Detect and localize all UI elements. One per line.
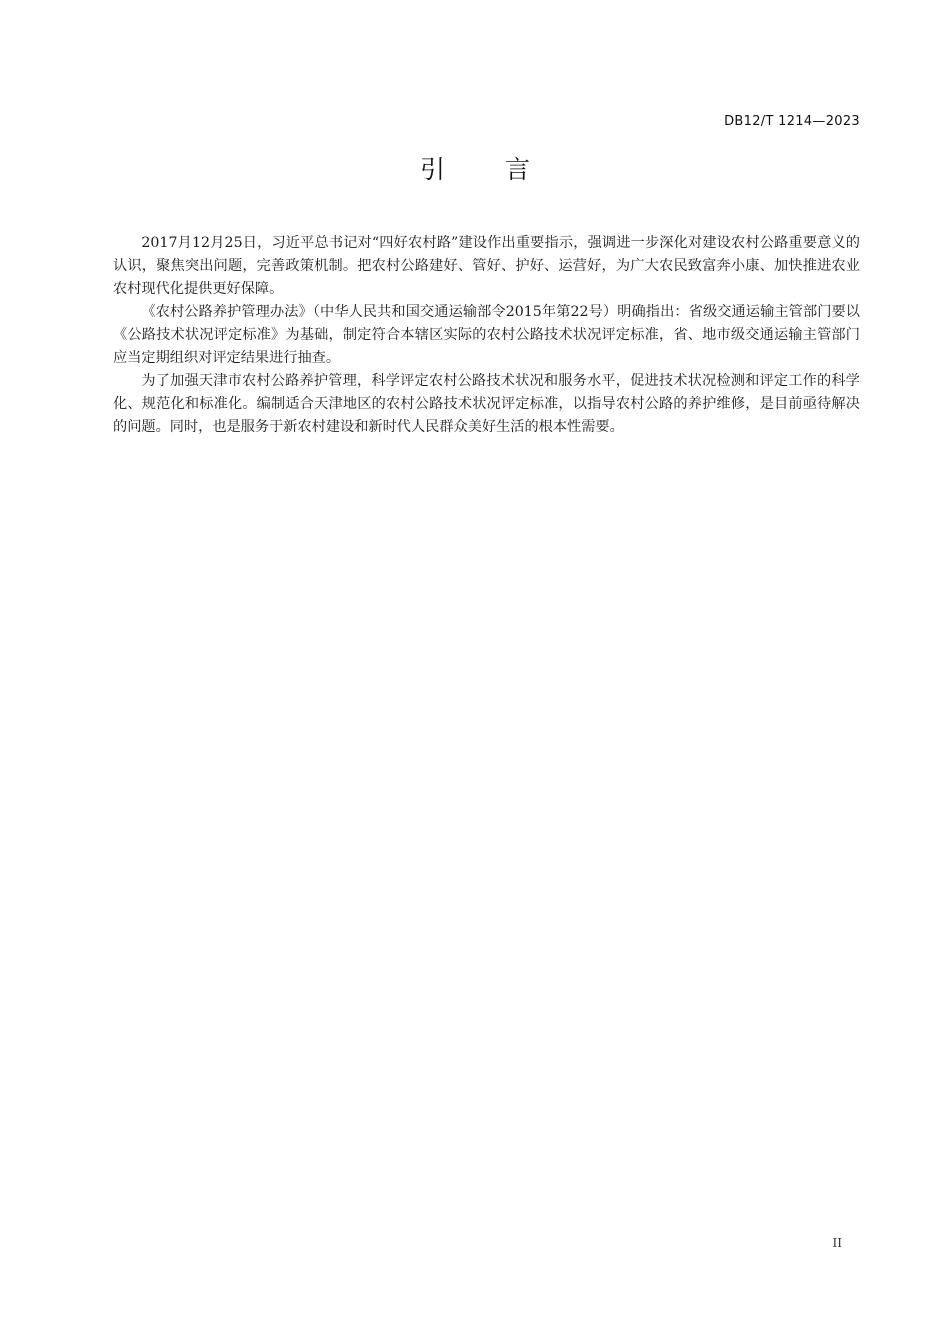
paragraph-1: 2017月12月25日，习近平总书记对“四好农村路”建设作出重要指示，强调进一步深化对建设农村公路重要意义的认识，聚焦突出问题，完善政策机制。把农村公路建好、管好、护好、运营好，为广大农民致富奔小康、加快推进农业农村现代化提供更好保障。 (113, 235, 860, 297)
body-text (113, 232, 860, 439)
page-title: 引言 (419, 155, 590, 184)
document-code: DB12/T 1214—2023 (724, 114, 860, 129)
paragraph-2: 《农村公路养护管理办法》（中华人民共和国交通运输部令2015年第22号）明确指出：省级交通运输主管部门要以《公路技术状况评定标准》为基础，制定符合本辖区实际的农村公路技术状况评定标准，省、地市级交通运输主管部门应当定期组织对评定结果进行抽查。 (113, 304, 860, 366)
page-number: II (832, 1236, 842, 1250)
paragraph-3: 为了加强天津市农村公路养护管理，科学评定农村公路技术状况和服务水平，促进技术状况检测和评定工作的科学化、规范化和标准化。编制适合天津地区的农村公路技术状况评定标准，以指导农村公路的养护维修，是目前亟待解决的问题。同时，也是服务于新农村建设和新时代人民群众美好生活的根本性需要。 (113, 373, 860, 435)
